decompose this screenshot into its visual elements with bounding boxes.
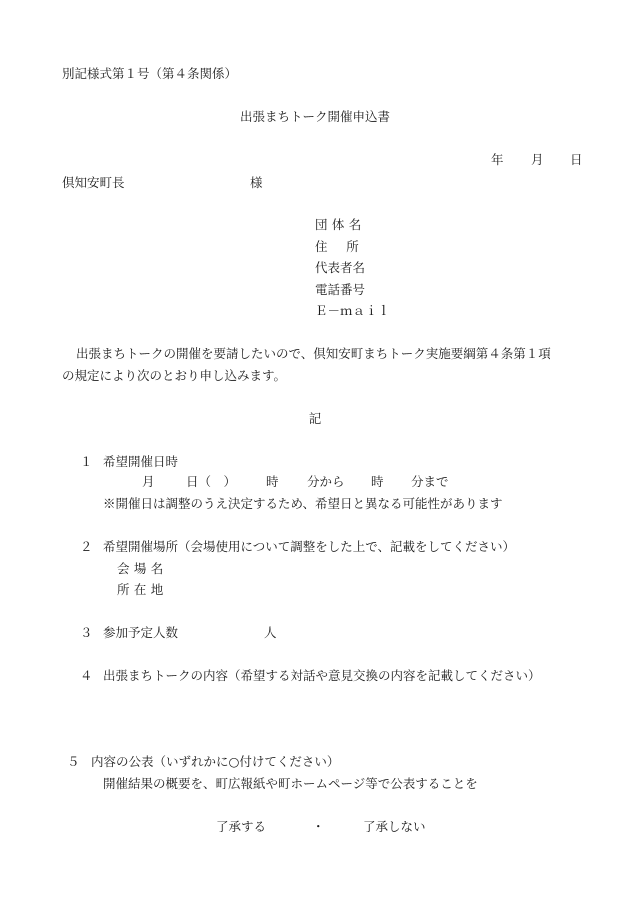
applicant-group-label: 団体名: [315, 217, 366, 232]
ki-heading: 記: [308, 411, 322, 426]
item1-title: 希望開催日時: [103, 454, 179, 469]
body-text-line1: 出張まちトークの開催を要請したいので、倶知安町まちトーク実施要綱第４条第１項: [76, 346, 551, 361]
body-text-line2: の規定により次のとおり申し込みます。: [62, 368, 287, 383]
item1-day: 日（ ）: [186, 474, 237, 489]
applicant-representative-label: 代表者名: [315, 260, 366, 275]
item1-note: ※開催日は調整のうえ決定するため、希望日と異なる可能性があります: [103, 496, 503, 511]
item3-number: ３: [80, 625, 93, 640]
item5-separator: ・: [312, 819, 325, 834]
applicant-phone-label: 電話番号: [315, 282, 366, 297]
item2-title: 希望開催場所（会場使用について調整をした上で、記載をしてください）: [103, 539, 516, 554]
applicant-address-label: 住所: [315, 239, 378, 254]
item5-option-disagree[interactable]: 了承しない: [363, 819, 426, 834]
item4-title: 出張まちトークの内容（希望する対話や意見交換の内容を記載してください）: [103, 668, 541, 683]
addressee-name: 倶知安町長: [62, 175, 125, 190]
document-title: 出張まちトーク開催申込書: [239, 109, 390, 124]
date-day: 日: [570, 152, 583, 167]
item2-number: ２: [80, 539, 93, 554]
item5-title: 内容の公表（いずれかに○付けてください）: [91, 754, 340, 769]
item1-month: 月: [142, 474, 155, 489]
item2-venue-label: 会場名: [117, 561, 168, 576]
item2-location-label: 所在地: [117, 582, 168, 597]
addressee-honorific: 様: [250, 175, 263, 190]
item5-number: ５: [67, 754, 80, 769]
item1-hour-to: 時: [371, 474, 384, 489]
item1-min-to: 分まで: [411, 474, 449, 489]
item3-unit: 人: [264, 625, 277, 640]
item3-title: 参加予定人数: [103, 625, 179, 640]
form-number: 別記様式第１号（第４条関係）: [62, 66, 238, 81]
date-month: 月: [531, 152, 544, 167]
item1-number: １: [80, 454, 93, 469]
date-year: 年: [491, 152, 504, 167]
item5-option-agree[interactable]: 了承する: [216, 819, 267, 834]
item1-hour-from: 時: [266, 474, 279, 489]
item5-description: 開催結果の概要を、町広報紙や町ホームページ等で公表することを: [103, 776, 478, 791]
item4-number: ４: [80, 668, 93, 683]
item1-min-from: 分から: [307, 474, 345, 489]
applicant-email-label: Ｅ－ｍａｉｌ: [315, 303, 391, 318]
